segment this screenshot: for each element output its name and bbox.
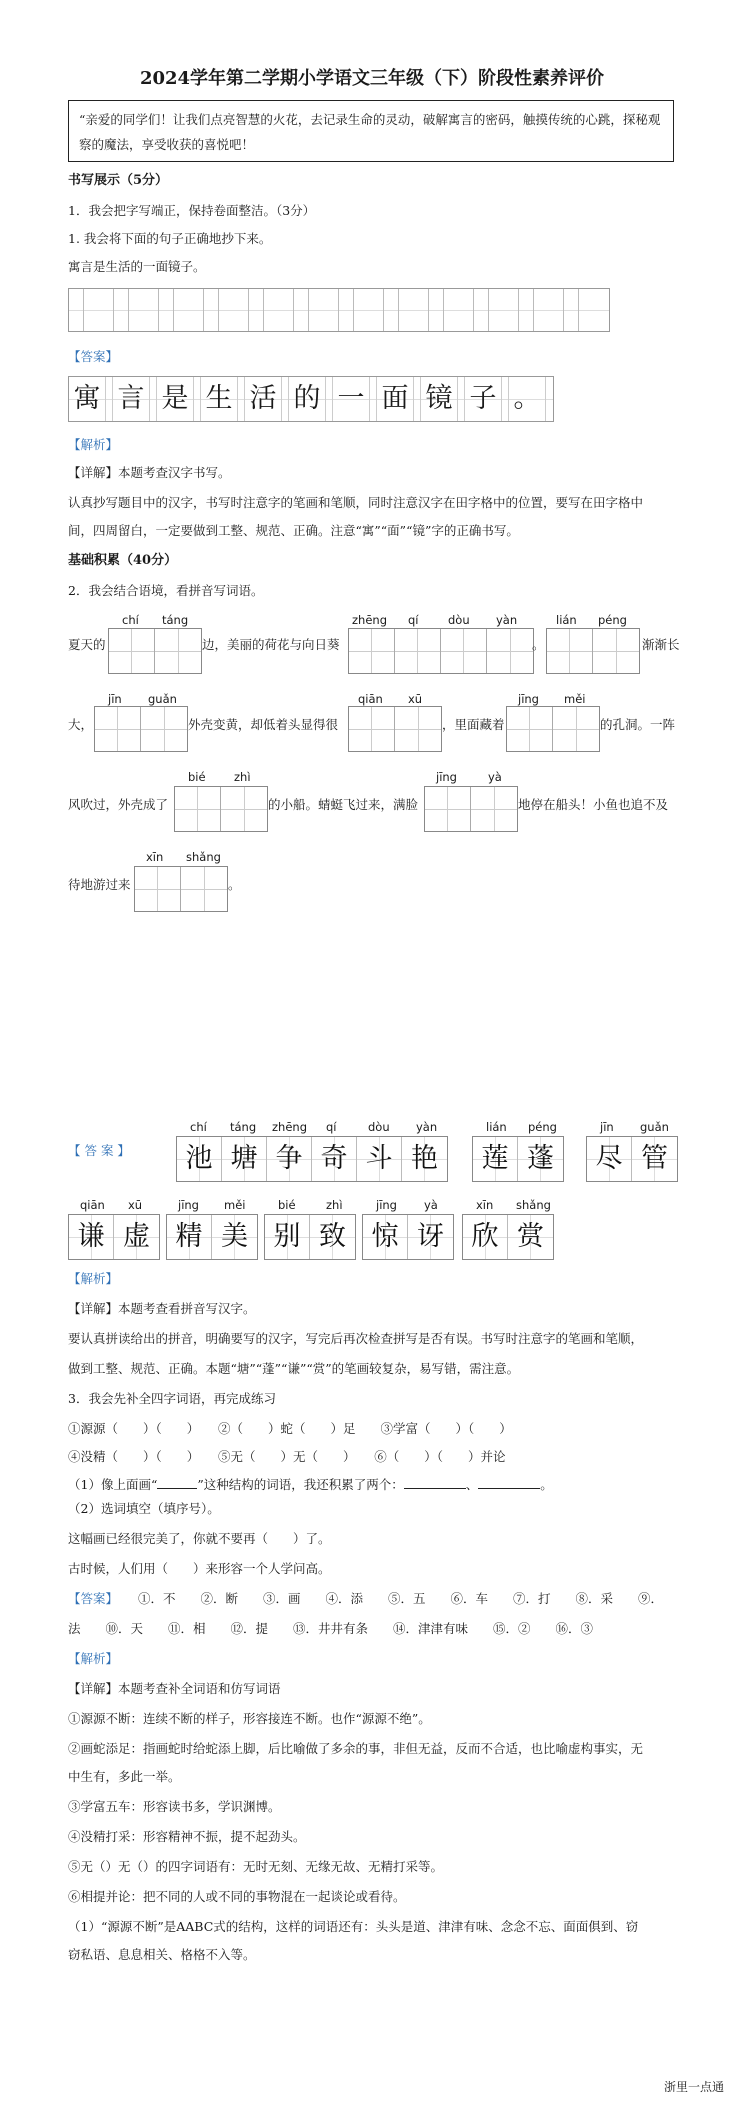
answer-char: 一: [333, 377, 370, 421]
detail-text-2a: 要认真拼读给出的拼音，明确要写的汉字，写完后再次检查拼写是否有误。书写时注意字的笔画和笔顺，: [68, 1331, 644, 1346]
answer-grid-xinshang: [462, 1214, 554, 1260]
question-3: 3．我会先补全四字词语，再完成练习: [68, 1391, 276, 1406]
pinyin: jīng: [178, 1198, 199, 1212]
pinyin: yàn: [496, 613, 518, 627]
answer-char: 争: [267, 1137, 312, 1181]
pinyin: yà: [488, 770, 502, 784]
pinyin: zhì: [326, 1198, 343, 1212]
sub-question-1-end: 。: [540, 1477, 553, 1492]
sub-question-1-text-b: ”这种结构的词语，我还积累了两个：: [197, 1477, 404, 1492]
explain-item: ②画蛇添足：指画蛇时给蛇添上脚，后比喻做了多余的事，非但无益，反而不合适，也比喻虚构事实，无: [68, 1741, 644, 1756]
answer-grid-lianpeng: [472, 1136, 564, 1182]
pinyin: bié: [278, 1198, 296, 1212]
detail-text-1b: 间，四周留白，一定要做到工整、规范、正确。注意“寓”“面”“镜”字的正确书写。: [68, 523, 519, 538]
answer-char: 言: [113, 377, 150, 421]
answer-char: 尽: [587, 1137, 632, 1181]
pinyin: qí: [408, 613, 419, 627]
analysis-label-1: 【解析】: [68, 437, 119, 452]
answer-grid-jingmei: [166, 1214, 258, 1260]
explain-item: （1）“源源不断”是AABC式的结构，这样的词语还有：头头是道、津津有味、念念不忘、面面俱到、窃: [68, 1919, 639, 1934]
answer-char: 池: [177, 1137, 222, 1181]
pinyin: jīn: [600, 1120, 614, 1134]
detail-text-2b: 做到工整、规范、正确。本题“塘”“蓬”“谦”“赏”的笔画较复杂，易写错，需注意。: [68, 1361, 520, 1376]
answer-grid-qianxu: [68, 1214, 160, 1260]
pinyin: guǎn: [148, 692, 177, 706]
answer-char: 致: [310, 1215, 355, 1259]
detail-text-1a: 认真抄写题目中的汉字，书写时注意字的笔画和笔顺，同时注意汉字在田字格中的位置，要写在田字格中: [68, 495, 644, 510]
idiom-row-1[interactable]: ①源源（ ）（ ） ②（ ）蛇（ ）足 ③学富（ ）（ ）: [68, 1421, 512, 1436]
question-2: 2．我会结合语境，看拼音写词语。: [68, 583, 264, 598]
pinyin: bié: [188, 770, 206, 784]
page-title: 2024学年第二学期小学语文三年级（下）阶段性素养评价: [139, 68, 605, 89]
pinyin: zhì: [234, 770, 251, 784]
pinyin: xū: [408, 692, 423, 706]
intro-box: “亲爱的同学们！让我们点亮智慧的火花，去记录生命的灵动，破解寓言的密码，触摸传统的心跳，探秘观察的魔法，享受收获的喜悦吧！: [68, 100, 674, 162]
explain-item: 中生有，多此一举。: [68, 1769, 181, 1784]
answer-grid-jingya: [362, 1214, 454, 1260]
explain-item: ⑤无（）无（）的四字词语有：无时无刻、无缘无故、无精打采等。: [68, 1859, 444, 1874]
answer-char: 。: [509, 377, 546, 421]
answer-grid-chitang-zhengqidouyan: [176, 1136, 448, 1182]
answer-box-biezhi[interactable]: [174, 786, 268, 832]
answer-grid-1: [68, 376, 554, 422]
analysis-label-2: 【解析】: [68, 1271, 119, 1286]
answer-char: 讶: [408, 1215, 453, 1259]
question-1: 1．我会把字写端正，保持卷面整洁。（3分）: [68, 203, 316, 218]
answer-char: 惊: [363, 1215, 408, 1259]
passage-text: 的孔洞。一阵: [600, 717, 676, 732]
answer-box-jingya[interactable]: [424, 786, 518, 832]
pinyin: xīn: [146, 850, 164, 864]
answer-char: 生: [201, 377, 238, 421]
answer-box-jingmei[interactable]: [506, 706, 600, 752]
answer-char: 莲: [473, 1137, 518, 1181]
pinyin: měi: [224, 1198, 246, 1212]
answer-char: 子: [465, 377, 502, 421]
pinyin: dòu: [448, 613, 470, 627]
passage-text: ，里面藏着: [442, 717, 505, 732]
sub-question-2: （2）选词填空（填序号）。: [68, 1501, 220, 1516]
pinyin: zhēng: [352, 613, 387, 627]
pinyin: xīn: [476, 1198, 494, 1212]
pinyin: jīng: [376, 1198, 397, 1212]
idiom-row-2[interactable]: ④没精（ ）（ ） ⑤无（ ）无（ ） ⑥（ ）（ ）并论: [68, 1449, 506, 1464]
pinyin: shǎng: [516, 1198, 551, 1212]
passage-text: 风吹过，外壳成了: [68, 797, 169, 812]
pinyin: yà: [424, 1198, 438, 1212]
answer-char: 是: [157, 377, 194, 421]
section-heading-basics: 基础积累（40分）: [68, 553, 178, 568]
explain-item: ④没精打采：形容精神不振，提不起劲头。: [68, 1829, 306, 1844]
answer-char: 艳: [402, 1137, 447, 1181]
answer-char: 奇: [312, 1137, 357, 1181]
passage-text: 。: [228, 877, 241, 892]
passage-text: 的小船。蜻蜓飞过来，满脸: [268, 797, 419, 812]
answer-char: 镜: [421, 377, 458, 421]
answer-char: 管: [632, 1137, 677, 1181]
answer-char: 赏: [508, 1215, 553, 1259]
answer-char: 蓬: [518, 1137, 563, 1181]
pinyin: jīng: [518, 692, 539, 706]
pinyin: qí: [326, 1120, 337, 1134]
sub-question-1-sep: 、: [465, 1477, 479, 1492]
passage-text: 外壳变黄，却低着头显得很: [188, 717, 339, 732]
pinyin: měi: [564, 692, 586, 706]
pinyin: péng: [528, 1120, 557, 1134]
fill-sentence-2[interactable]: 古时候，人们用（ ）来形容一个人学问高。: [68, 1561, 331, 1576]
answer-label-1: 【答案】: [68, 349, 119, 364]
answer-char: 虚: [114, 1215, 159, 1259]
pinyin: zhēng: [272, 1120, 307, 1134]
passage-text: 渐渐长: [642, 637, 680, 652]
pinyin: shǎng: [186, 850, 221, 864]
answer-label-3: 【答案】: [68, 1591, 119, 1606]
blank-line[interactable]: [404, 1476, 466, 1489]
pinyin: lián: [556, 613, 577, 627]
pinyin: yàn: [416, 1120, 438, 1134]
pinyin: qiān: [358, 692, 383, 706]
pinyin: táng: [230, 1120, 257, 1134]
pinyin: guǎn: [640, 1120, 669, 1134]
answer-line-3a: ①．不 ②．断 ③．画 ④．添 ⑤．五 ⑥．车 ⑦．打 ⑧．采 ⑨．: [138, 1591, 664, 1606]
copy-writing-grid[interactable]: [68, 288, 610, 332]
sub-question-1-text: （1）像上面画“: [68, 1477, 158, 1492]
sub-question-1: [68, 1476, 553, 1494]
analysis-label-3: 【解析】: [68, 1651, 119, 1666]
answer-char: 寓: [69, 377, 106, 421]
pinyin: dòu: [368, 1120, 390, 1134]
footer-watermark: 浙里一点通: [663, 2080, 724, 2094]
pinyin: jīn: [108, 692, 122, 706]
answer-box-zhengqidouyan[interactable]: [348, 628, 534, 674]
explain-item: 窃私语、息息相关、格格不入等。: [68, 1947, 256, 1962]
pinyin: chí: [190, 1120, 207, 1134]
answer-line-3b: 法 ⑩．天 ⑪．相 ⑫．提 ⑬．井井有条 ⑭．津津有味 ⑮．② ⑯．③: [68, 1621, 594, 1636]
answer-box-lianpeng[interactable]: [546, 628, 640, 674]
detail-3: 【详解】本题考查补全词语和仿写词语: [68, 1681, 281, 1696]
answer-char: 别: [265, 1215, 310, 1259]
answer-box-qianxu[interactable]: [348, 706, 442, 752]
fill-sentence-1[interactable]: 这幅画已经很完美了，你就不要再（ ）了。: [68, 1531, 331, 1546]
answer-char: 斗: [357, 1137, 402, 1181]
answer-label-2: 【 答 案 】: [68, 1143, 130, 1158]
passage-text: 边，美丽的荷花与向日葵: [202, 637, 340, 652]
answer-char: 谦: [69, 1215, 114, 1259]
answer-char: 的: [289, 377, 326, 421]
answer-box-xinshang[interactable]: [134, 866, 228, 912]
detail-2: 【详解】本题考查看拼音写汉字。: [68, 1301, 256, 1316]
passage-text: 地停在船头！小鱼也追不及: [518, 797, 669, 812]
pinyin: péng: [598, 613, 627, 627]
pinyin: qiān: [80, 1198, 105, 1212]
explain-item: ⑥相提并论：把不同的人或不同的事物混在一起谈论或看待。: [68, 1889, 406, 1904]
answer-char: 面: [377, 377, 414, 421]
pinyin: lián: [486, 1120, 507, 1134]
section-heading-writing: 书写展示（5分）: [68, 173, 169, 188]
detail-1: 【详解】本题考查汉字书写。: [68, 465, 231, 480]
passage-text: 。: [532, 637, 545, 652]
explain-item: ③学富五车：形容读书多，学识渊博。: [68, 1799, 281, 1814]
answer-char: 精: [167, 1215, 212, 1259]
passage-text: 大，: [68, 717, 94, 732]
copy-sentence: 寓言是生活的一面镜子。: [68, 259, 206, 274]
answer-char: 塘: [222, 1137, 267, 1181]
pinyin: táng: [162, 613, 189, 627]
blank-line[interactable]: [478, 1476, 540, 1489]
pinyin: xū: [128, 1198, 143, 1212]
answer-grid-jinguan: [586, 1136, 678, 1182]
passage-text: 待地游过来: [68, 877, 131, 892]
question-1b: 1. 我会将下面的句子正确地抄下来。: [68, 231, 272, 246]
blank-line: [157, 1476, 197, 1489]
pinyin: chí: [122, 613, 139, 627]
explain-item: ①源源不断：连续不断的样子，形容接连不断。也作“源源不绝”。: [68, 1711, 431, 1726]
passage-text: 夏天的: [68, 637, 106, 652]
pinyin: jīng: [436, 770, 457, 784]
answer-grid-biezhi: [264, 1214, 356, 1260]
answer-char: 美: [212, 1215, 257, 1259]
answer-char: 活: [245, 377, 282, 421]
answer-box-jinguan[interactable]: [94, 706, 188, 752]
answer-box-chitang[interactable]: [108, 628, 202, 674]
answer-char: 欣: [463, 1215, 508, 1259]
